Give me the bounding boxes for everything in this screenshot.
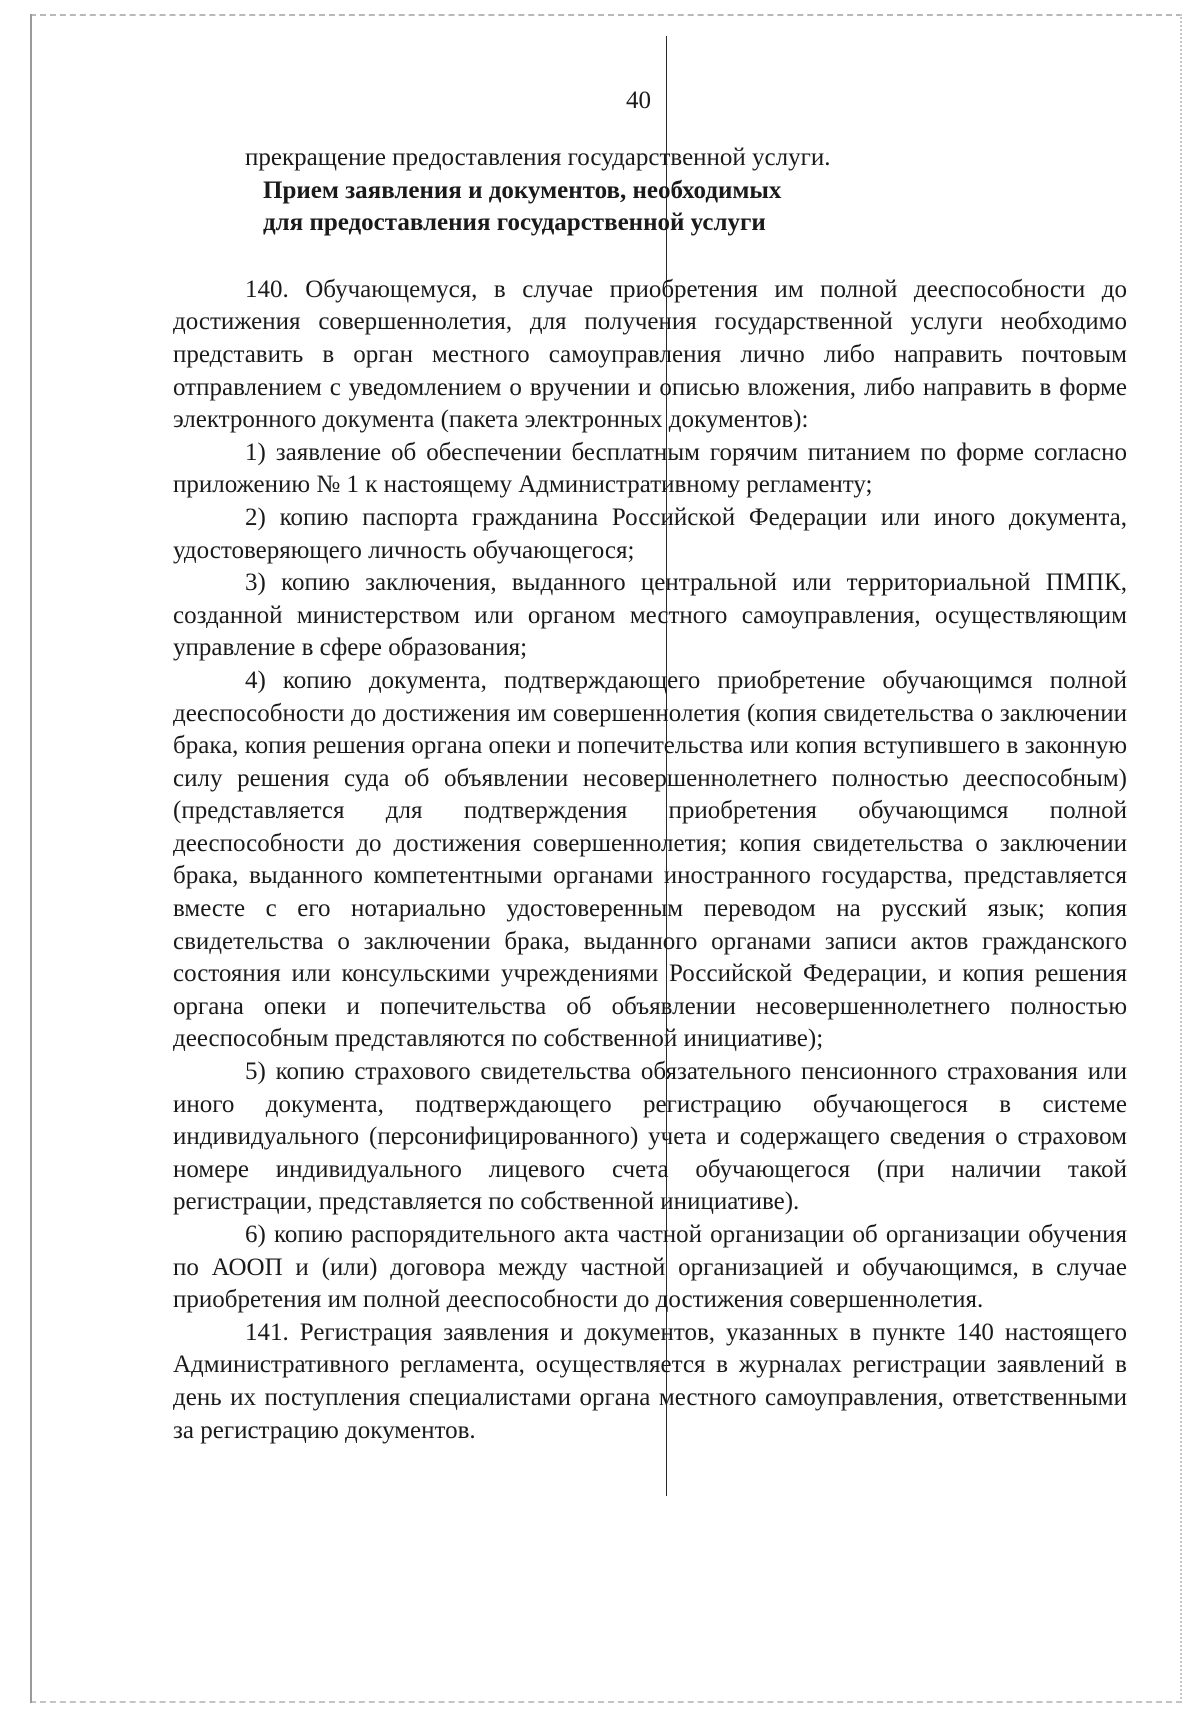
section-heading-line-1: Прием заявления и документов, необходимых	[263, 176, 782, 204]
scan-edge-top	[30, 14, 1182, 16]
scan-edge-left	[30, 14, 32, 1703]
intro-line: прекращение предоставления государственной услуги.	[245, 144, 831, 171]
list-item-3: 3) копию заключения, выданного центральной или территориальной ПМПК, созданной министерством или органом местного самоуправления, осуществляющим управление в сфере образования;	[173, 569, 1127, 662]
list-item-4: 4) копию документа, подтверждающего приобретение обучающимся полной дееспособности до достижения им совершеннолетия (копия свидетельства о заключении брака, копия решения органа опеки и попечительства или копия вступившего в законную силу решения суда об объявлении несовершеннолетнего полностью дееспособным) (представляется для подтверждения приобретения обучающимся полной дееспособности до достижения совершеннолетия; копия свидетельства о заключении брака, выданного компетентными органами иностранного государства, представляется вместе с его нотариально удостоверенным переводом на русский язык; копия свидетельства о заключении брака, выданного органами записи актов гражданского состояния или консульскими учреждениями Российской Федерации, и копия решения органа опеки и попечительства об объявлении несовершеннолетнего полностью дееспособным представляются по собственной инициативе);	[173, 666, 1127, 1053]
list-item-2: 2) копию паспорта гражданина Российской Федерации или иного документа, удостоверяющего личность обучающегося;	[173, 503, 1127, 564]
list-item-1: 1) заявление об обеспечении бесплатным горячим питанием по форме согласно приложению № 1 к настоящему Административному регламенту;	[173, 438, 1127, 499]
page-number: 40	[626, 87, 651, 114]
scan-edge-bottom	[30, 1701, 1182, 1703]
scan-edge-right	[1180, 14, 1182, 1703]
paragraph-141: 141. Регистрация заявления и документов, указанных в пункте 140 настоящего Административного регламента, осуществляется в журналах регистрации заявлений в день их поступления специалистами органа местного самоуправления, ответственными за регистрацию документов.	[173, 1318, 1127, 1444]
list-item-6: 6) копию распорядительного акта частной организации об организации обучения по АООП и (или) договора между частной организацией и обучающимся, в случае приобретения им полной дееспособности до достижения совершеннолетия.	[173, 1221, 1127, 1314]
list-item-5: 5) копию страхового свидетельства обязательного пенсионного страхования или иного документа, подтверждающего регистрацию обучающегося в системе индивидуального (персонифицированного) учета и содержащего сведения о страховом номере индивидуального лицевого счета обучающегося (при наличии такой регистрации, представляется по собственной инициативе).	[173, 1058, 1127, 1216]
spacer	[173, 240, 1127, 274]
document-body	[173, 142, 1127, 1447]
section-heading-line-2: для предоставления государственной услуги	[263, 209, 766, 237]
paragraph-140: 140. Обучающемуся, в случае приобретения им полной дееспособности до достижения совершеннолетия, для получения государственной услуги необходимо представить в орган местного самоуправления лично либо направить почтовым отправлением с уведомлением о вручении и описью вложения, либо направить в форме электронного документа (пакета электронных документов):	[173, 275, 1127, 434]
